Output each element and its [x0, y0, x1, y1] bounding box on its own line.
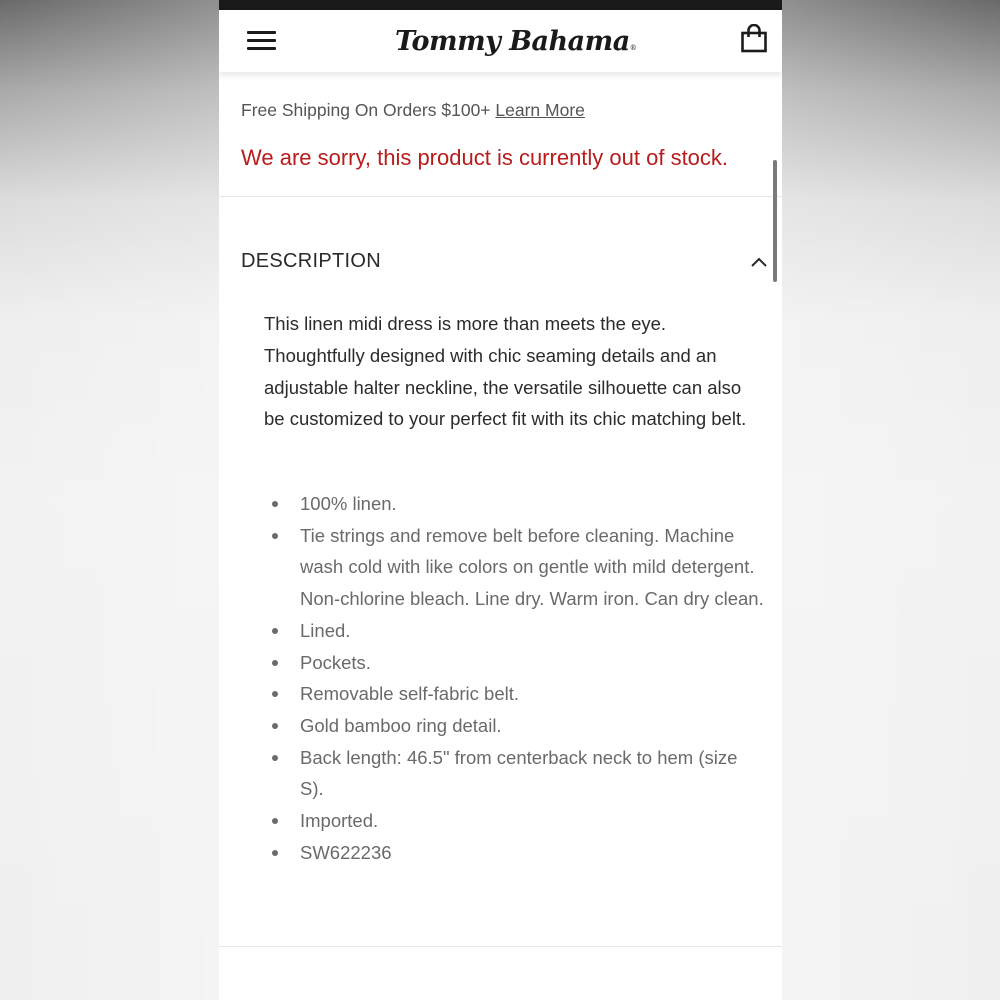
description-bullet-list [264, 488, 764, 868]
brand-logo-text: Tommy Bahama [395, 26, 630, 57]
list-item: Imported. [264, 805, 764, 837]
hamburger-menu-icon[interactable] [247, 30, 277, 52]
phone-screen [219, 0, 782, 1000]
description-accordion-header[interactable] [241, 250, 771, 280]
list-item: Gold bamboo ring detail. [264, 710, 764, 742]
free-shipping-banner [241, 100, 585, 121]
list-item: Removable self-fabric belt. [264, 678, 764, 710]
background-left [0, 0, 219, 1000]
scrollbar[interactable] [773, 160, 777, 282]
list-item: Lined. [264, 615, 764, 647]
description-paragraph: This linen midi dress is more than meets the eye. Thoughtfully designed with chic seaming details and an adjustable halter neckline, the versatile silhouette can also be customized to your perfect fit with its chic matching belt. [264, 313, 747, 430]
list-item: Tie strings and remove belt before cleaning. Machine wash cold with like colors on gentle with mild detergent. Non-chlorine bleach. Line dry. Warm iron. Can dry clean. [264, 520, 764, 615]
site-header [219, 10, 782, 72]
shopping-bag-icon[interactable] [740, 24, 768, 54]
status-bar [219, 0, 782, 10]
section-divider [219, 196, 782, 197]
chevron-up-icon[interactable] [749, 252, 769, 272]
description-title: DESCRIPTION [241, 250, 381, 272]
background-right [782, 0, 1000, 1000]
list-item: Pockets. [264, 647, 764, 679]
out-of-stock-message: We are sorry, this product is currently out of stock. [241, 145, 729, 170]
section-divider-bottom [219, 946, 782, 947]
registered-mark: ® [629, 44, 637, 52]
list-item: SW622236 [264, 837, 764, 869]
brand-logo[interactable] [395, 20, 637, 64]
list-item: Back length: 46.5" from centerback neck to hem (size S). [264, 742, 764, 805]
free-shipping-text: Free Shipping On Orders $100+ [241, 100, 491, 120]
learn-more-link[interactable]: Learn More [495, 100, 585, 120]
list-item: 100% linen. [264, 488, 764, 520]
